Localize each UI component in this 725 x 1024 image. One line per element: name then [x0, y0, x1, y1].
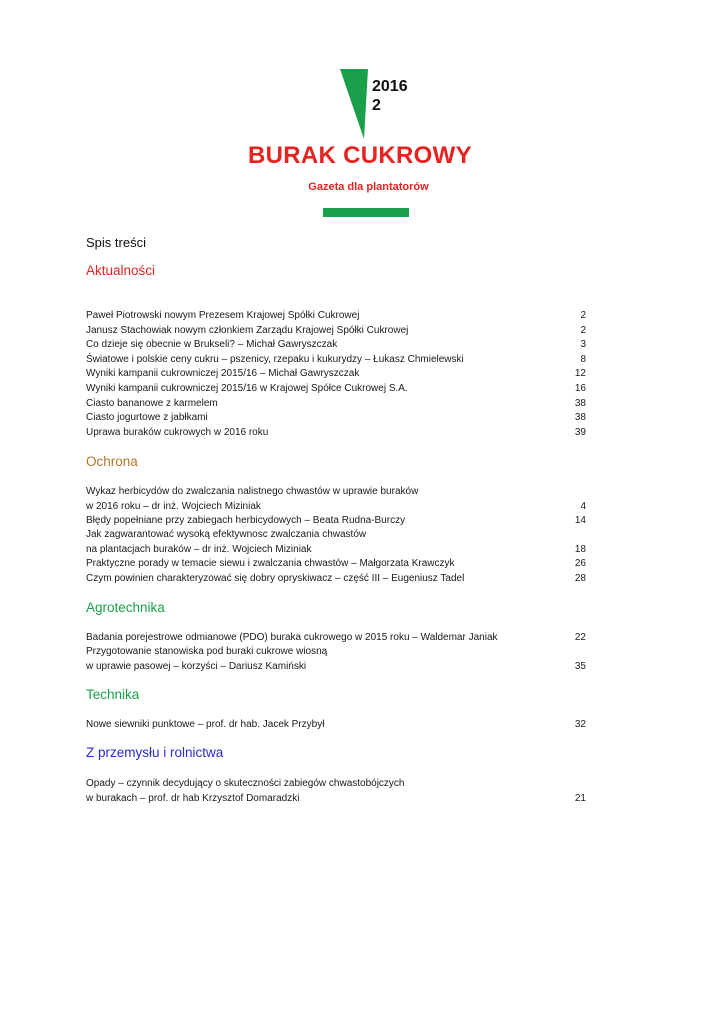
- toc-entry-text: Praktyczne porady w temacie siewu i zwalczania chwastów – Małgorzata Krawczyk: [86, 558, 455, 569]
- toc-entry-text: Nowe siewniki punktowe – prof. dr hab. Jacek Przybył: [86, 719, 325, 730]
- toc-entry-page: 35: [574, 660, 586, 672]
- toc-entry[interactable]: [86, 528, 586, 557]
- toc-entry[interactable]: [86, 631, 586, 646]
- toc-entry-text: Uprawa buraków cukrowych w 2016 roku: [86, 427, 269, 438]
- toc-entry-page: 32: [574, 719, 586, 730]
- toc-entry-page: 8: [580, 354, 586, 365]
- toc-entry-text-line1: Opady – czynnik decydujący o skuteczności zabiegów chwastobójczych: [86, 778, 405, 789]
- toc-entry[interactable]: [86, 338, 586, 353]
- magazine-title: BURAK CUKROWY: [248, 142, 472, 169]
- toc-entry[interactable]: [86, 324, 586, 339]
- toc-entry-page: 16: [574, 383, 586, 394]
- toc-entry-page: 21: [574, 792, 586, 804]
- toc-entry[interactable]: [86, 367, 586, 382]
- toc-entry-page: 38: [574, 398, 586, 409]
- toc-entry[interactable]: [86, 397, 586, 412]
- toc-entry-page: 26: [574, 558, 586, 569]
- year: 2016: [372, 78, 408, 95]
- toc-entry-text: Czym powinien charakteryzować się dobry opryskiwacz – część III – Eugeniusz Tadel: [86, 573, 465, 584]
- toc-entry-page: 2: [580, 325, 586, 336]
- toc-entry-page: 18: [574, 543, 586, 555]
- toc-entry-text-line1: Jak zagwarantować wysoką efektywnosc zwalczania chwastów: [86, 529, 367, 540]
- toc-entry[interactable]: [86, 718, 586, 733]
- toc-entry[interactable]: [86, 572, 586, 587]
- issue-number: 2: [372, 97, 381, 114]
- toc-entry-text: Ciasto bananowe z karmelem: [86, 398, 218, 409]
- toc-entry-page: 2: [580, 310, 586, 321]
- magazine-subtitle: Gazeta dla plantatorów: [308, 181, 429, 193]
- toc-entry-text: Błędy popełniane przy zabiegach herbicydowych – Beata Rudna-Burczy: [86, 515, 406, 526]
- toc-entry-page: 38: [574, 412, 586, 423]
- toc-entry-text-line1: Przygotowanie stanowiska pod buraki cukrowe wiosną: [86, 646, 328, 657]
- toc-entry-text: Wyniki kampanii cukrowniczej 2015/16 – Michał Gawryszczak: [86, 368, 360, 379]
- section-title-z-przemyslu: Z przemysłu i rolnictwa: [86, 745, 224, 760]
- toc-entry-page: 22: [574, 632, 586, 643]
- toc-entry-text: Wyniki kampanii cukrowniczej 2015/16 w Krajowej Spółce Cukrowej S.A.: [86, 383, 408, 394]
- toc-entry-text: w 2016 roku – dr inż. Wojciech Miziniak: [86, 500, 261, 512]
- toc-entry-page: 14: [574, 515, 586, 526]
- toc-entry[interactable]: [86, 309, 586, 324]
- toc-entry-text: Ciasto jogurtowe z jabłkami: [86, 412, 208, 423]
- toc-entry-text: Paweł Piotrowski nowym Prezesem Krajowej Spółki Cukrowej: [86, 310, 360, 321]
- section-title-aktualnosci: Aktualności: [86, 263, 156, 278]
- toc-heading: Spis treści: [86, 235, 146, 250]
- toc-entry-text: Światowe i polskie ceny cukru – pszenicy, rzepaku i kukurydzy – Łukasz Chmielewski: [86, 354, 464, 365]
- toc-entry-page: 4: [580, 500, 586, 512]
- toc-entry-page: 3: [580, 339, 586, 350]
- section-title-ochrona: Ochrona: [86, 454, 138, 469]
- toc-entry-page: 12: [574, 368, 586, 379]
- green-divider-bar: [323, 208, 409, 217]
- toc-entry-text-line1: Wykaz herbicydów do zwalczania nalistnego chwastów w uprawie buraków: [86, 486, 419, 497]
- toc-entry[interactable]: [86, 485, 586, 514]
- toc-entry-text: Co dzieje się obecnie w Brukseli? – Michał Gawryszczak: [86, 339, 338, 350]
- toc-entry-page: 39: [574, 427, 586, 438]
- section-title-agrotechnika: Agrotechnika: [86, 600, 165, 615]
- toc-entry-text: na plantacjach buraków – dr inż. Wojciech Miziniak: [86, 543, 312, 555]
- toc-entry-text: Badania porejestrowe odmianowe (PDO) buraka cukrowego w 2015 roku – Waldemar Janiak: [86, 632, 498, 643]
- toc-entry[interactable]: [86, 777, 586, 806]
- toc-entry[interactable]: [86, 557, 586, 572]
- toc-entry[interactable]: [86, 411, 586, 426]
- toc-entry[interactable]: [86, 353, 586, 368]
- logo-triangle-icon: [340, 69, 368, 139]
- toc-entry[interactable]: [86, 382, 586, 397]
- toc-entry-text: w uprawie pasowej – korzyści – Dariusz Kamiński: [86, 660, 307, 672]
- toc-entry[interactable]: [86, 426, 586, 441]
- toc-entry[interactable]: [86, 645, 586, 674]
- toc-entry-page: 28: [574, 573, 586, 584]
- toc-entry-text: w burakach – prof. dr hab Krzysztof Domaradzki: [86, 792, 300, 804]
- section-title-technika: Technika: [86, 687, 140, 702]
- toc-entry[interactable]: [86, 514, 586, 529]
- toc-entry-text: Janusz Stachowiak nowym członkiem Zarządu Krajowej Spółki Cukrowej: [86, 325, 409, 336]
